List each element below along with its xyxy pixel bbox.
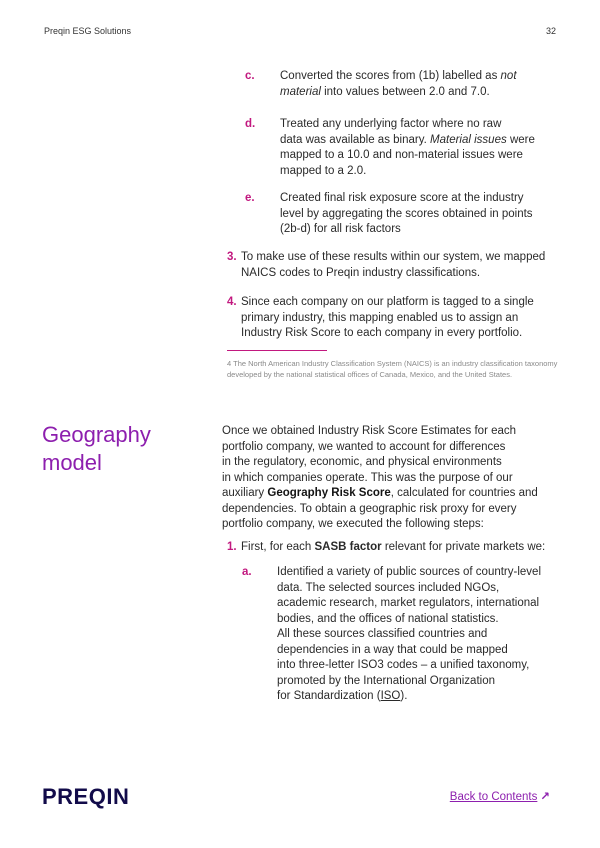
- item-4-text: Since each company on our platform is tagged to a single: [241, 296, 534, 308]
- back-to-contents-link[interactable]: [450, 789, 550, 803]
- item-1-text: relevant for private markets we:: [384, 541, 546, 553]
- paragraph-line: in which companies operate. This was the purpose of our: [222, 471, 513, 484]
- paragraph-line: [222, 486, 547, 502]
- section-paragraph: [222, 424, 547, 533]
- paragraph-text: auxiliary: [222, 487, 265, 499]
- arrow-up-right-icon[interactable]: ↗: [540, 791, 550, 803]
- list-marker: a.: [242, 566, 252, 578]
- preqin-logo: PREQIN: [42, 784, 130, 809]
- footnote-line: developed by the national statistical offices of Canada, Mexico, and the United States.: [227, 370, 513, 379]
- list-item-c: [245, 69, 565, 101]
- paragraph-line: portfolio company, we wanted to account for differences: [222, 440, 506, 453]
- item-a-text: ).: [400, 690, 408, 702]
- item-d-text: data was available as binary.: [280, 133, 427, 146]
- footnote-line: 4 The North American Industry Classification System (NAICS) is an industry classification taxonomy: [227, 359, 558, 368]
- item-a-text: bodies, and the offices of national statistics.: [277, 612, 499, 625]
- item-c-emphasis: not: [500, 70, 517, 82]
- paragraph-text: , calculated for countries and: [390, 487, 538, 499]
- item-a-text: dependencies in a way that could be mapped: [277, 643, 508, 656]
- item-e-text: Created final risk exposure score at the industry: [280, 192, 524, 204]
- back-to-contents-label[interactable]: Back to Contents: [449, 791, 538, 803]
- item-a-text: for Standardization (: [277, 690, 381, 702]
- item-c-emphasis: material: [280, 85, 321, 98]
- item-e-text: (2b-d) for all risk factors: [280, 223, 401, 235]
- iso-link[interactable]: ISO: [380, 690, 401, 702]
- paragraph-line: dependencies. To obtain a geographic risk proxy for every: [222, 502, 517, 515]
- item-a-text: data. The selected sources included NGOs,: [277, 581, 500, 594]
- list-marker: c.: [245, 70, 255, 82]
- item-4-text: Industry Risk Score to each company in every portfolio.: [241, 327, 523, 339]
- geography-risk-score-term: Geography Risk Score: [267, 487, 391, 499]
- item-d-text: Treated any underlying factor where no raw: [280, 118, 502, 130]
- section-title-line: model: [42, 450, 102, 475]
- item-c-text: into values between 2.0 and 7.0.: [324, 85, 490, 98]
- item-c-text: Converted the scores from (1b) labelled as: [280, 70, 498, 82]
- footnote-divider: [227, 350, 327, 351]
- item-3-text: NAICS codes to Preqin industry classifications.: [241, 266, 481, 279]
- list-item-e: [245, 191, 565, 239]
- item-3-text: To make use of these results within our system, we mapped: [241, 251, 546, 263]
- item-d-emphasis: Material issues: [430, 133, 507, 146]
- list-item-1: [227, 540, 567, 556]
- item-4-text: primary industry, this mapping enabled us to assign an: [241, 311, 519, 324]
- paragraph-line: Once we obtained Industry Risk Score Estimates for each: [222, 425, 517, 437]
- list-marker: 3.: [227, 251, 237, 263]
- list-marker: 4.: [227, 296, 237, 308]
- item-d-text: were: [509, 133, 535, 146]
- page-number: 32: [545, 26, 556, 36]
- paragraph-line: portfolio company, we executed the following steps:: [222, 518, 484, 530]
- list-item-a: [242, 565, 567, 710]
- sasb-factor-term: SASB factor: [314, 541, 382, 553]
- item-a-text: academic research, market regulators, international: [277, 597, 540, 609]
- list-item-d: [245, 117, 565, 181]
- list-marker: e.: [245, 192, 255, 204]
- header-title: Preqin ESG Solutions: [44, 26, 132, 36]
- section-title-line: Geography: [42, 422, 151, 447]
- footnote: [227, 358, 567, 380]
- list-item-3: [227, 250, 567, 282]
- item-a-text: into three-letter ISO3 codes – a unified taxonomy,: [277, 659, 530, 671]
- list-marker: 1.: [227, 541, 237, 553]
- item-d-text: mapped to a 10.0 and non-material issues were: [280, 149, 523, 161]
- item-a-text: All these sources classified countries and: [277, 628, 488, 640]
- item-d-text: mapped to a 2.0.: [280, 164, 367, 177]
- item-a-text: Identified a variety of public sources of country-level: [277, 566, 541, 578]
- item-1-text: First, for each: [241, 541, 312, 553]
- list-item-4: [227, 295, 567, 343]
- item-a-text: promoted by the International Organization: [277, 674, 495, 687]
- item-e-text: level by aggregating the scores obtained in points: [280, 207, 533, 220]
- section-title: [42, 421, 151, 477]
- paragraph-line: in the regulatory, economic, and physical environments: [222, 456, 502, 468]
- list-marker: d.: [245, 118, 256, 130]
